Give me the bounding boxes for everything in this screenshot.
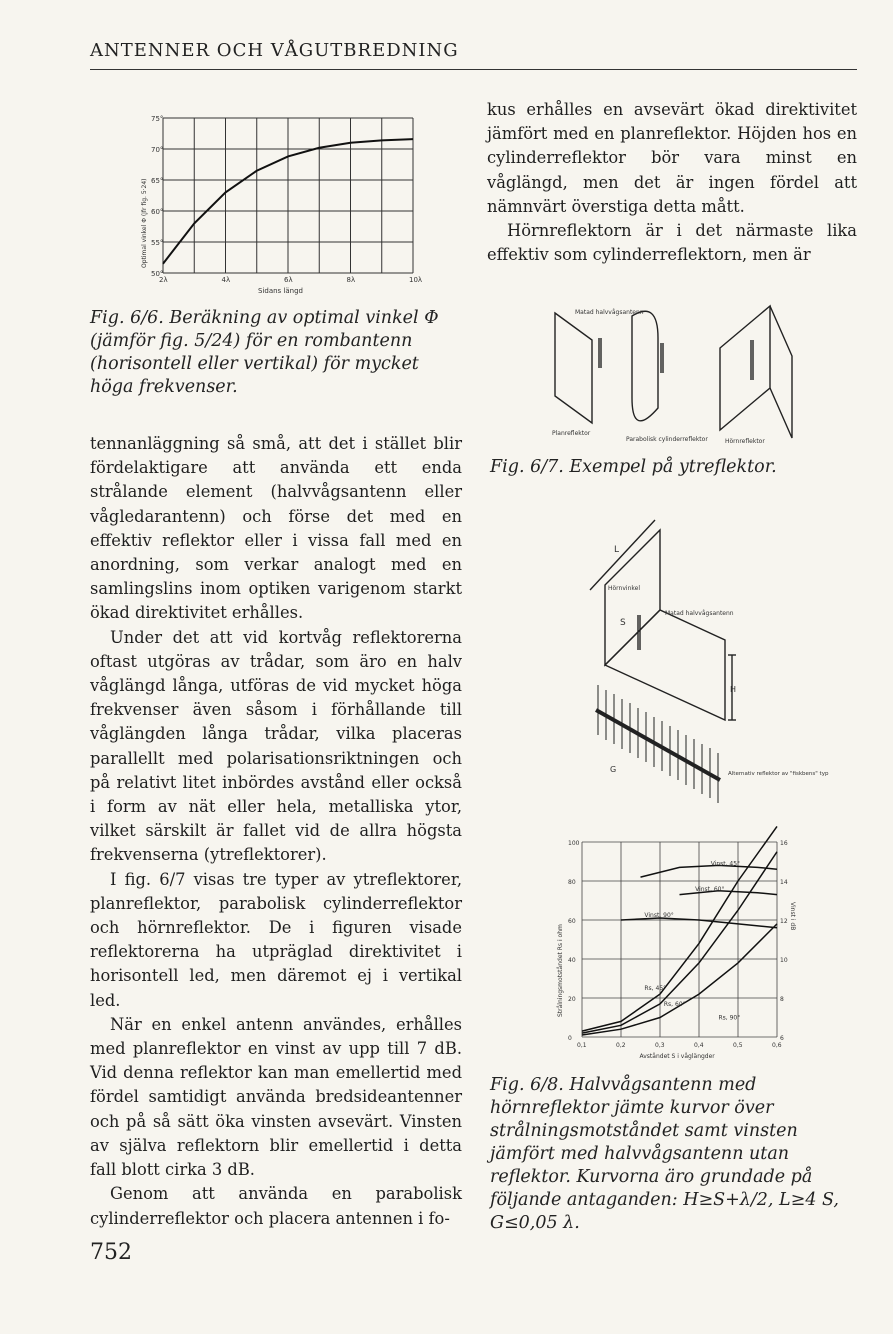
- y-tick-label: 0: [568, 1035, 572, 1042]
- y-tick-label: 40: [568, 957, 576, 964]
- y2-tick-label: 14: [780, 879, 788, 886]
- x-tick-label: 6λ: [284, 276, 293, 284]
- y2-tick-label: 16: [780, 840, 788, 847]
- label-alternativ: Alternativ reflektor av "fiskbens" typ: [728, 771, 829, 777]
- series-annotation: Vinst, 90°: [644, 912, 674, 920]
- x-tick-label: 4λ: [221, 276, 231, 284]
- series-annotation: Rs, 45°: [644, 985, 667, 993]
- y-tick-label: 80: [568, 879, 576, 886]
- label-matad-halvvag: Matad halvvågsantenn: [665, 610, 734, 617]
- series-annotation: Vinst, 45°: [710, 860, 741, 868]
- series-annotation: Vinst, 60°: [695, 885, 725, 893]
- series-annotation: Rs, 60°: [663, 1000, 686, 1008]
- paragraph: Under det att vid kortvåg reflektorerna oftast utgöras av trådar, som äro en halv våglängd långa, utföras de vid mycket höga frekvenser även såsom i förhållande till våglängden långa trådar, vilka placeras parallellt med polarisationsriktningen och på relativt litet inbördes avstånd eller också i form av nät eller hela, metalliska ytor, vilket särskilt är fallet vid de allra högsta frekvenserna (ytreflektorer).: [90, 627, 462, 865]
- x-axis-label: Sidans längd: [258, 287, 303, 295]
- y-tick-label: 55°: [151, 239, 164, 247]
- x-tick-label: 0,6: [772, 1042, 782, 1049]
- fig-6-8-diagram: [580, 510, 829, 810]
- y-tick-label: 75°: [151, 115, 164, 123]
- y-tick-label: 65°: [151, 177, 164, 185]
- label-hornvinkel: Hörnvinkel: [608, 585, 640, 592]
- paragraph: Genom att använda en parabolisk cylinderreflektor och placera antennen i fo-: [90, 1184, 462, 1228]
- y-tick-label: 50°: [151, 270, 164, 278]
- y-tick-label: 20: [568, 996, 576, 1003]
- running-header: ANTENNER OCH VÅGUTBREDNING: [90, 40, 459, 61]
- label-g: G: [610, 765, 617, 774]
- x-axis-label: Avståndet S i våglängder: [639, 1053, 715, 1060]
- y-axis-label: Strålningsmotståndet Rs i ohm: [557, 924, 564, 1017]
- y-tick-label: 60°: [151, 208, 164, 216]
- header-rule: [90, 69, 857, 70]
- label-horn: Hörnreflektor: [725, 438, 765, 445]
- y-tick-label: 100: [568, 840, 580, 847]
- y-tick-label: 70°: [151, 146, 164, 154]
- label-parabol: Parabolisk cylinderreflektor: [626, 436, 708, 443]
- x-tick-label: 8λ: [346, 276, 356, 284]
- parabolic-reflector-shape: [632, 311, 658, 421]
- x-tick-label: 10λ: [409, 276, 423, 284]
- left-column: [90, 432, 462, 1231]
- paragraph: Hörnreflektorn är i det närmaste lika effektiv som cylinderreflektorn, men är: [487, 221, 857, 265]
- label-l: L: [614, 545, 620, 555]
- fig-6-7-diagram: [540, 298, 805, 448]
- x-tick-label: 0,1: [577, 1042, 587, 1049]
- fig-6-8-caption: Fig. 6/8. Halvvågsantenn med hörnreflektor jämte kurvor över strålningsmotståndet samt vinsten jämfört med halvvågsantenn utan reflektor. Kurvorna äro grundade på följande antaganden: H≥S+λ/2, L≥4 S, G≤0,05 λ.: [490, 1075, 839, 1233]
- y2-tick-label: 12: [780, 918, 788, 925]
- y2-tick-label: 8: [780, 996, 784, 1003]
- paragraph: I fig. 6/7 visas tre typer av ytreflektorer, planreflektor, parabolisk cylinderreflektor och hörnreflektor. De i figuren visade reflektorerna ha utpräglad direktivitet i horisontell led, men däremot ej i vertikal led.: [90, 869, 462, 1010]
- label-plan: Planreflektor: [552, 430, 591, 437]
- x-tick-label: 2λ: [159, 276, 168, 284]
- page-number: 752: [90, 1240, 132, 1265]
- paragraph: När en enkel antenn användes, erhålles med planreflektor en vinst av upp till 7 dB. Vid denna reflektor kan man emellertid med fördel samtidigt använda bredsideantenner och på så sätt öka vinsten avsevärt. Vinsten av själva reflektorn blir emellertid i detta fall blott cirka 3 dB.: [90, 1014, 462, 1180]
- x-tick-label: 0,2: [616, 1042, 626, 1049]
- y-axis-label: Optimal vinkel Φ (Jfr fig. 5·24): [141, 178, 148, 268]
- paragraph: kus erhålles en avsevärt ökad direktivitet jämfört med en planreflektor. Höjden hos en cylinderreflektor bör vara minst en våglängd, men det är ingen fördel att nämnvärt överstiga detta mått.: [487, 100, 857, 216]
- fig-6-7-caption: Fig. 6/7. Exempel på ytreflektor.: [490, 457, 777, 477]
- label-s: S: [620, 618, 626, 628]
- series-line-2: [582, 924, 777, 1035]
- fig-6-6-caption: Fig. 6/6. Beräkning av optimal vinkel Φ (jämför fig. 5/24) för en rombantenn (horisontell eller vertikal) för mycket höga frekvenser.: [90, 308, 439, 397]
- y-tick-label: 60: [568, 918, 576, 925]
- series-annotation: Rs, 90°: [718, 1014, 741, 1022]
- fig-6-6-chart: [135, 110, 425, 300]
- y2-axis-label: Vinst i dB: [789, 902, 796, 931]
- x-tick-label: 0,3: [655, 1042, 665, 1049]
- paragraph: tennanläggning så små, att det i stället blir fördelaktigare att använda ett enda strålande element (halvvågsantenn eller vågledarantenn) och förse det med en effektiv reflektor eller i vissa fall med en anordning, som verkar analogt med en samlingslins inom optiken varigenom starkt ökad direktivitet erhålles.: [90, 434, 462, 623]
- fig-6-8-chart: [548, 832, 798, 1067]
- x-tick-label: 0,4: [694, 1042, 704, 1049]
- corner-reflector-shape: [720, 306, 770, 430]
- y2-tick-label: 6: [780, 1035, 784, 1042]
- series-line-3: [641, 865, 778, 877]
- right-column: [487, 98, 857, 267]
- x-tick-label: 0,5: [733, 1042, 743, 1049]
- label-matad: Matad halvvågsantenn: [575, 309, 644, 316]
- label-h: H: [730, 685, 737, 694]
- y2-tick-label: 10: [780, 957, 788, 964]
- plane-reflector-shape: [555, 313, 592, 423]
